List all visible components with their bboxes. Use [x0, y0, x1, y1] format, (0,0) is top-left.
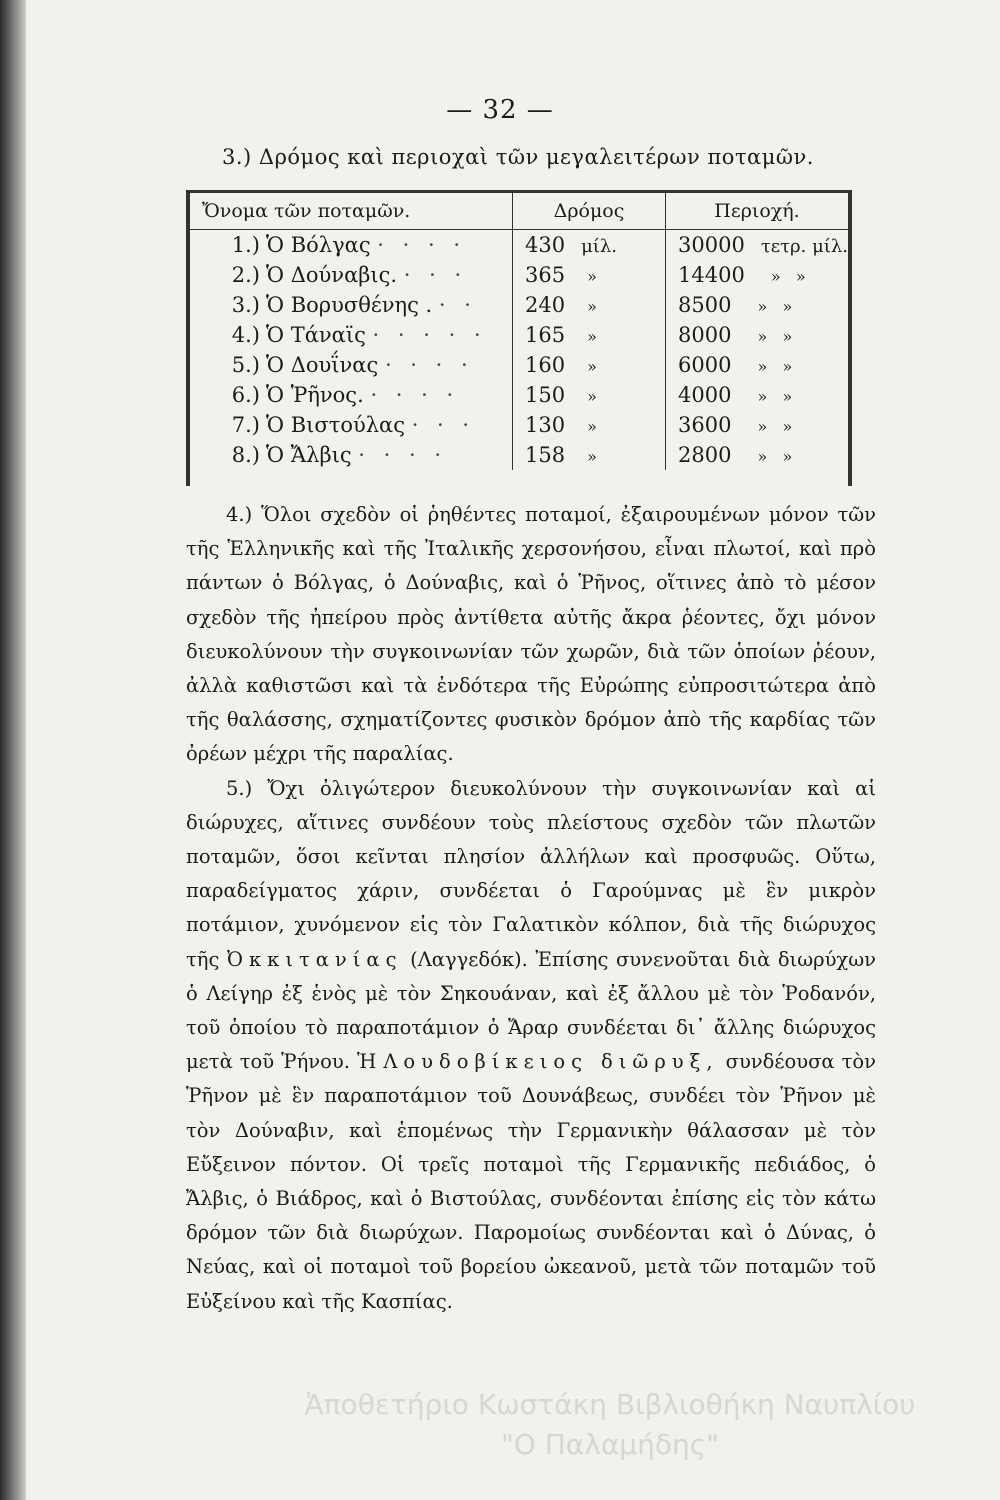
table-row [190, 320, 848, 350]
length-unit: » [587, 327, 597, 346]
length-value: 160 [525, 353, 566, 377]
rivers-table [186, 190, 852, 486]
area-cell [666, 380, 849, 410]
watermark-line-2: "Ο Παλαμήδης" [500, 1428, 720, 1461]
paragraph-5-spaced-1: Ὀκκιτανίας [226, 947, 403, 971]
paragraph-5-part-1: 5.) Ὄχι ὀλιγώτερον διευκολύνουν τὴν συγκοινωνίαν καὶ αἱ διώρυχες, αἵτινες συνδέουν τοὺς πλείστους σχεδὸν τῶν πλωτῶν ποταμῶν, ὅσοι κεῖνται πλησίον ἀλλήλων καὶ προσφυῶς. Οὕτω, παραδείγματος χάριν, συνδέεται ὁ Γαρούμνας μὲ ἓν μικρὸν ποτάμιον, χυνόμενον εἰς τὸν Γαλατικὸν κόλπον, διὰ τῆς διώρυχος τῆς [186, 776, 876, 971]
area-unit: » » [757, 327, 793, 346]
length-cell [513, 350, 666, 380]
paragraph-5 [186, 772, 876, 1319]
length-value: 365 [525, 263, 566, 287]
area-unit: τετρ. μίλ. [760, 236, 848, 257]
length-value: 240 [525, 293, 566, 317]
area-cell [666, 260, 849, 290]
paragraph-5-part-2: (Λαγγεδόκ). Ἐπίσης συνενοῦται διὰ διωρύχων ὁ Λείγηρ ἐξ ἑνὸς μὲ τὸν Σηκουάναν, καὶ ἐξ ἄλλου μὲ τὸν Ῥοδανόν, τοῦ ὁποίου τὸ παραποτάμιον ὁ Ἄραρ συνδέεται δι᾽ ἄλλης διώρυχος μετὰ τοῦ Ῥήνου. Ἡ [186, 947, 876, 1074]
area-cell [666, 410, 849, 440]
length-value: 130 [525, 413, 566, 437]
river-name: Ὁ Δουΐνας [266, 353, 379, 377]
page-edge-shadow [0, 0, 26, 1500]
area-value: 6000 [678, 353, 732, 377]
header-length: Δρόμος [513, 193, 666, 230]
row-index: 6.) [231, 383, 260, 407]
area-cell [666, 440, 849, 470]
table-header-row [190, 193, 848, 230]
length-cell [513, 440, 666, 470]
area-unit: » » [757, 387, 793, 406]
length-value: 165 [525, 323, 566, 347]
river-name-cell [190, 320, 513, 350]
area-value: 2800 [678, 443, 732, 467]
area-unit: » » [757, 297, 793, 316]
row-index: 8.) [231, 443, 260, 467]
river-name: Ὁ Ἄλβις [266, 443, 352, 467]
area-cell [666, 230, 849, 261]
leader-dots: · · · [403, 263, 468, 287]
leader-dots: · · · · [370, 383, 460, 407]
row-index: 1.) [231, 233, 260, 257]
leader-dots: · · · · [377, 233, 467, 257]
area-value: 4000 [678, 383, 732, 407]
body-text [186, 498, 876, 1319]
leader-dots: · · · · [358, 443, 448, 467]
area-cell [666, 320, 849, 350]
length-value: 430 [525, 233, 566, 257]
length-cell [513, 290, 666, 320]
row-index: 5.) [231, 353, 260, 377]
header-area: Περιοχή. [666, 193, 849, 230]
page-number: — 32 — [446, 95, 554, 125]
area-unit: » » [757, 447, 793, 466]
river-name-cell [190, 410, 513, 440]
area-unit: » » [757, 357, 793, 376]
area-unit: » » [757, 417, 793, 436]
leader-dots: · · · [411, 413, 476, 437]
area-cell [666, 290, 849, 320]
leader-dots: · · · · · [372, 323, 487, 347]
area-cell [666, 350, 849, 380]
area-unit: » » [770, 267, 806, 286]
header-river-name: Ὄνομα τῶν ποταμῶν. [190, 193, 513, 230]
length-cell [513, 230, 666, 261]
river-name-cell [190, 290, 513, 320]
river-name: Ὁ Βορυσθένης . [266, 293, 433, 317]
area-value: 3600 [678, 413, 732, 437]
length-unit: » [587, 297, 597, 316]
area-value: 30000 [678, 233, 745, 257]
river-name: Ὁ Ῥῆνος. [266, 383, 364, 407]
length-unit: μίλ. [581, 236, 617, 257]
length-unit: » [587, 267, 597, 286]
watermark-line-1: Ἀποθετήριο Κωστάκη Βιβλιοθήκη Ναυπλίου [304, 1388, 916, 1421]
length-unit: » [587, 357, 597, 376]
section-heading: 3.) Δρόμος καὶ περιοχαὶ τῶν μεγαλειτέρων ποταμῶν. [222, 145, 814, 169]
paragraph-5-spaced-2: Λουδοβίκειος διῶρυξ, [383, 1050, 719, 1074]
table-row [190, 260, 848, 290]
river-name: Ὁ Δούναβις. [266, 263, 398, 287]
row-index: 4.) [231, 323, 260, 347]
river-name-cell [190, 260, 513, 290]
length-unit: » [587, 447, 597, 466]
river-name-cell [190, 440, 513, 470]
leader-dots: · · [438, 293, 477, 317]
row-index: 3.) [231, 293, 260, 317]
paragraph-4: 4.) Ὅλοι σχεδὸν οἱ ῥηθέντες ποταμοί, ἐξαιρουμένων μόνον τῶν τῆς Ἑλληνικῆς καὶ τῆς Ἰταλικῆς χερσονήσου, εἶναι πλωτοί, καὶ πρὸ πάντων ὁ Βόλγας, ὁ Δούναβις, καὶ ὁ Ῥῆνος, οἵτινες ἀπὸ τὸ μέσον σχεδὸν τῆς ἠπείρου πρὸς ἀντίθετα αὐτῆς ἄκρα ῥέοντες, ὄχι μόνον διευκολύνουν τὴν συγκοινωνίαν τῶν χωρῶν, διὰ τῶν ὁποίων ῥέουν, ἀλλὰ καθιστῶσι καὶ τὰ ἐνδότερα τῆς Εὐρώπης εὐπροσιτώτερα ἀπὸ τῆς θαλάσσης, σχηματίζοντες φυσικὸν δρόμον ἀπὸ τῆς καρδίας τῶν ὀρέων μέχρι τῆς παραλίας. [186, 503, 876, 766]
length-cell [513, 380, 666, 410]
river-name: Ὁ Τάναϊς [266, 323, 366, 347]
river-name: Ὁ Βόλγας [266, 233, 371, 257]
row-index: 7.) [231, 413, 260, 437]
leader-dots: · · · · [384, 353, 474, 377]
river-name: Ὁ Βιστούλας [266, 413, 406, 437]
river-name-cell [190, 230, 513, 261]
area-value: 8500 [678, 293, 732, 317]
table-row [190, 410, 848, 440]
area-value: 14400 [678, 263, 745, 287]
length-value: 150 [525, 383, 566, 407]
table-row [190, 290, 848, 320]
table-row [190, 380, 848, 410]
table-row [190, 350, 848, 380]
river-name-cell [190, 380, 513, 410]
length-cell [513, 320, 666, 350]
length-cell [513, 260, 666, 290]
length-cell [513, 410, 666, 440]
length-unit: » [587, 417, 597, 436]
paragraph-5-part-3: συνδέουσα τὸν Ῥῆνον μὲ ἓν παραποτάμιον τοῦ Δουνάβεως, συνδέει τὸν Ῥῆνον μὲ τὸν Δούναβιν, καὶ ἑπομένως τὴν Γερμανικὴν θάλασσαν μὲ τὸν Εὔξεινον πόντον. Οἱ τρεῖς ποταμοὶ τῆς Γερμανικῆς πεδιάδος, ὁ Ἄλβις, ὁ Βιάδρος, καὶ ὁ Βιστούλας, συνδέονται ἐπίσης εἰς τὸν κάτω δρόμον τῶν διὰ διωρύχων. Παρομοίως συνδέονται καὶ ὁ Δύνας, ὁ Νεύας, καὶ οἱ ποταμοὶ τοῦ βορείου ὠκεανοῦ, μετὰ τῶν ποταμῶν τοῦ Εὐξείνου καὶ τῆς Κασπίας. [186, 1050, 876, 1313]
library-watermark [210, 1385, 1000, 1465]
row-index: 2.) [231, 263, 260, 287]
table-row [190, 440, 848, 470]
area-value: 8000 [678, 323, 732, 347]
length-value: 158 [525, 443, 566, 467]
length-unit: » [587, 387, 597, 406]
river-name-cell [190, 350, 513, 380]
table-row [190, 230, 848, 261]
